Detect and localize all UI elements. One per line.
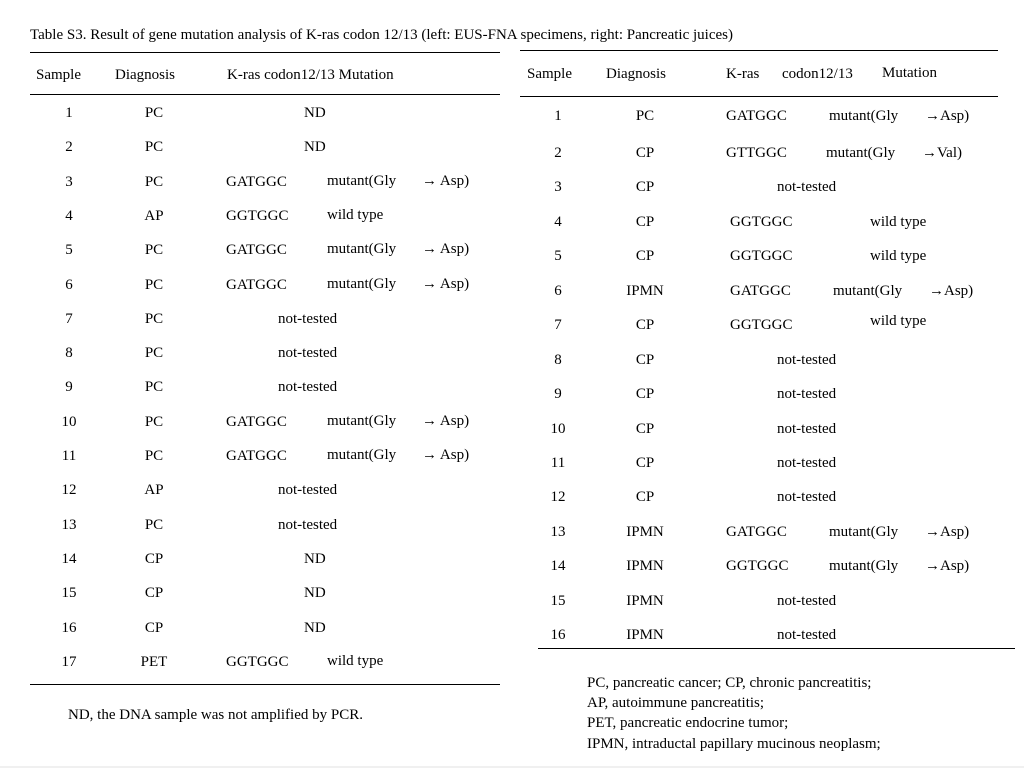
mutation-cell: mutant(Gly <box>829 524 899 540</box>
left-table-header-rule <box>30 94 500 95</box>
codon-cell: GGTGGC <box>226 207 289 224</box>
legend-line: AP, autoimmune pancreatitis; <box>587 695 765 711</box>
sample-cell: 12 <box>61 482 77 499</box>
sample-cell: 12 <box>550 489 566 505</box>
right-table-bottom-rule <box>538 648 1015 649</box>
codon-cell: GATGGC <box>226 413 287 430</box>
mutation-cell: mutant(Gly <box>327 412 397 429</box>
codon-cell: GATGGC <box>226 448 287 464</box>
mutation-cell: wild type <box>870 313 927 329</box>
sample-cell: 8 <box>554 352 562 368</box>
right-header-sample: Sample <box>527 66 572 82</box>
mutation-cell: mutant(Gly <box>327 241 397 258</box>
mutation-cell: ND <box>304 139 326 156</box>
amino-acid-change-cell: →Asp) <box>925 558 970 574</box>
mutation-cell: mutant(Gly <box>829 558 899 574</box>
left-footnote: ND, the DNA sample was not amplified by PCR. <box>68 707 363 723</box>
diagnosis-cell: PC <box>144 413 164 430</box>
codon-cell: GGTGGC <box>730 214 793 230</box>
mutation-cell: ND <box>304 585 326 602</box>
sample-cell: 11 <box>61 448 77 464</box>
mutation-cell: mutant(Gly <box>833 283 903 299</box>
amino-acid-change-cell: → Asp) <box>422 447 470 463</box>
legend-line: PC, pancreatic cancer; CP, chronic pancreatitis; <box>587 675 872 691</box>
diagnosis-cell: IPMN <box>626 593 664 609</box>
mutation-cell: ND <box>304 619 326 636</box>
mutation-cell: mutant(Gly <box>327 172 397 189</box>
mutation-cell: ND <box>304 105 326 121</box>
diagnosis-cell: CP <box>635 489 655 505</box>
amino-acid-change-cell: → Asp) <box>422 172 470 189</box>
sample-cell: 15 <box>61 585 77 602</box>
diagnosis-cell: CP <box>635 421 655 437</box>
codon-cell: GATGGC <box>726 524 787 540</box>
diagnosis-cell: CP <box>635 386 655 402</box>
mutation-cell: not-tested <box>777 593 837 609</box>
diagnosis-cell: PC <box>144 276 164 293</box>
diagnosis-cell: PC <box>635 108 655 124</box>
mutation-cell: wild type <box>870 248 927 264</box>
sample-cell: 4 <box>65 207 73 224</box>
diagnosis-cell: IPMN <box>626 627 664 643</box>
sample-cell: 10 <box>61 413 77 430</box>
right-table-header-rule <box>520 96 998 97</box>
right-header-codon: codon12/13 <box>782 66 853 82</box>
diagnosis-cell: CP <box>144 585 164 602</box>
sample-cell: 16 <box>550 627 566 643</box>
sample-cell: 14 <box>61 550 77 567</box>
sample-cell: 8 <box>65 345 73 362</box>
codon-cell: GGTGGC <box>726 558 789 574</box>
diagnosis-cell: CP <box>635 455 655 471</box>
amino-acid-change-cell: → Asp) <box>422 412 470 429</box>
diagnosis-cell: CP <box>635 352 655 368</box>
right-header-diagnosis: Diagnosis <box>606 66 666 82</box>
codon-cell: GTTGGC <box>726 145 787 161</box>
diagnosis-cell: CP <box>635 179 655 195</box>
amino-acid-change-cell: →Asp) <box>925 524 970 540</box>
amino-acid-change-cell: →Asp) <box>925 108 970 124</box>
mutation-cell: wild type <box>327 652 384 669</box>
sample-cell: 2 <box>65 139 73 156</box>
diagnosis-cell: PC <box>144 242 164 259</box>
sample-cell: 13 <box>61 516 77 533</box>
sample-cell: 10 <box>550 421 566 437</box>
mutation-cell: not-tested <box>777 386 837 402</box>
mutation-cell: not-tested <box>278 345 338 362</box>
sample-cell: 1 <box>65 105 73 121</box>
right-header-kras: K-ras <box>726 66 760 82</box>
mutation-cell: not-tested <box>777 455 837 471</box>
left-header-diagnosis: Diagnosis <box>115 67 175 83</box>
diagnosis-cell: PC <box>144 105 164 121</box>
diagnosis-cell: IPMN <box>626 524 664 540</box>
diagnosis-cell: PC <box>144 173 164 190</box>
amino-acid-change-cell: →Val) <box>922 145 962 161</box>
sample-cell: 16 <box>61 619 77 636</box>
legend-line: IPMN, intraductal papillary mucinous neoplasm; <box>587 736 881 752</box>
table-title: Table S3. Result of gene mutation analysis of K-ras codon 12/13 (left: EUS-FNA specimens, right: Pancreatic juices) <box>30 27 733 43</box>
left-table-bottom-rule <box>30 684 500 685</box>
mutation-cell: mutant(Gly <box>327 275 397 292</box>
mutation-cell: not-tested <box>278 310 338 327</box>
codon-cell: GATGGC <box>226 242 287 259</box>
diagnosis-cell: CP <box>144 550 164 567</box>
codon-cell: GGTGGC <box>730 317 793 333</box>
sample-cell: 13 <box>550 524 566 540</box>
mutation-cell: ND <box>304 550 326 567</box>
sample-cell: 7 <box>554 317 562 333</box>
diagnosis-cell: PC <box>144 448 164 464</box>
mutation-cell: not-tested <box>278 482 338 499</box>
sample-cell: 11 <box>550 455 566 471</box>
diagnosis-cell: CP <box>635 248 655 264</box>
left-header-kras: K-ras codon12/13 Mutation <box>227 67 394 83</box>
diagnosis-cell: PET <box>140 653 168 670</box>
diagnosis-cell: AP <box>144 207 164 224</box>
diagnosis-cell: AP <box>144 482 164 499</box>
left-header-sample: Sample <box>36 67 81 83</box>
sample-cell: 3 <box>65 173 73 190</box>
sample-cell: 4 <box>554 214 562 230</box>
mutation-cell: not-tested <box>777 627 837 643</box>
diagnosis-cell: CP <box>635 145 655 161</box>
diagnosis-cell: IPMN <box>626 283 664 299</box>
mutation-cell: not-tested <box>777 352 837 368</box>
mutation-cell: not-tested <box>777 179 837 195</box>
mutation-cell: not-tested <box>278 379 338 396</box>
mutation-cell: mutant(Gly <box>327 447 397 463</box>
codon-cell: GGTGGC <box>226 653 289 670</box>
codon-cell: GGTGGC <box>730 248 793 264</box>
sample-cell: 9 <box>554 386 562 402</box>
codon-cell: GATGGC <box>730 283 791 299</box>
sample-cell: 14 <box>550 558 566 574</box>
amino-acid-change-cell: → Asp) <box>422 275 470 292</box>
diagnosis-cell: PC <box>144 345 164 362</box>
diagnosis-cell: PC <box>144 379 164 396</box>
mutation-cell: mutant(Gly <box>826 145 896 161</box>
sample-cell: 5 <box>554 248 562 264</box>
right-header-mutation: Mutation <box>882 65 937 81</box>
sample-cell: 5 <box>65 242 73 259</box>
codon-cell: GATGGC <box>226 276 287 293</box>
sample-cell: 1 <box>554 108 562 124</box>
sample-cell: 9 <box>65 379 73 396</box>
diagnosis-cell: PC <box>144 310 164 327</box>
right-table-top-rule <box>520 50 998 51</box>
diagnosis-cell: IPMN <box>626 558 664 574</box>
diagnosis-cell: CP <box>635 317 655 333</box>
diagnosis-cell: PC <box>144 516 164 533</box>
sample-cell: 15 <box>550 593 566 609</box>
mutation-cell: mutant(Gly <box>829 108 899 124</box>
diagnosis-cell: CP <box>635 214 655 230</box>
codon-cell: GATGGC <box>226 173 287 190</box>
mutation-cell: not-tested <box>777 489 837 505</box>
mutation-cell: wild type <box>327 206 384 223</box>
amino-acid-change-cell: → Asp) <box>422 241 470 258</box>
codon-cell: GATGGC <box>726 108 787 124</box>
mutation-cell: not-tested <box>777 421 837 437</box>
sample-cell: 6 <box>554 283 562 299</box>
amino-acid-change-cell: →Asp) <box>929 283 974 299</box>
sample-cell: 17 <box>61 653 77 670</box>
diagnosis-cell: PC <box>144 139 164 156</box>
sample-cell: 6 <box>65 276 73 293</box>
sample-cell: 2 <box>554 145 562 161</box>
mutation-cell: wild type <box>870 214 927 230</box>
left-table-top-rule <box>30 52 500 53</box>
mutation-cell: not-tested <box>278 516 338 533</box>
diagnosis-cell: CP <box>144 619 164 636</box>
sample-cell: 3 <box>554 179 562 195</box>
sample-cell: 7 <box>65 310 73 327</box>
legend-line: PET, pancreatic endocrine tumor; <box>587 715 789 731</box>
